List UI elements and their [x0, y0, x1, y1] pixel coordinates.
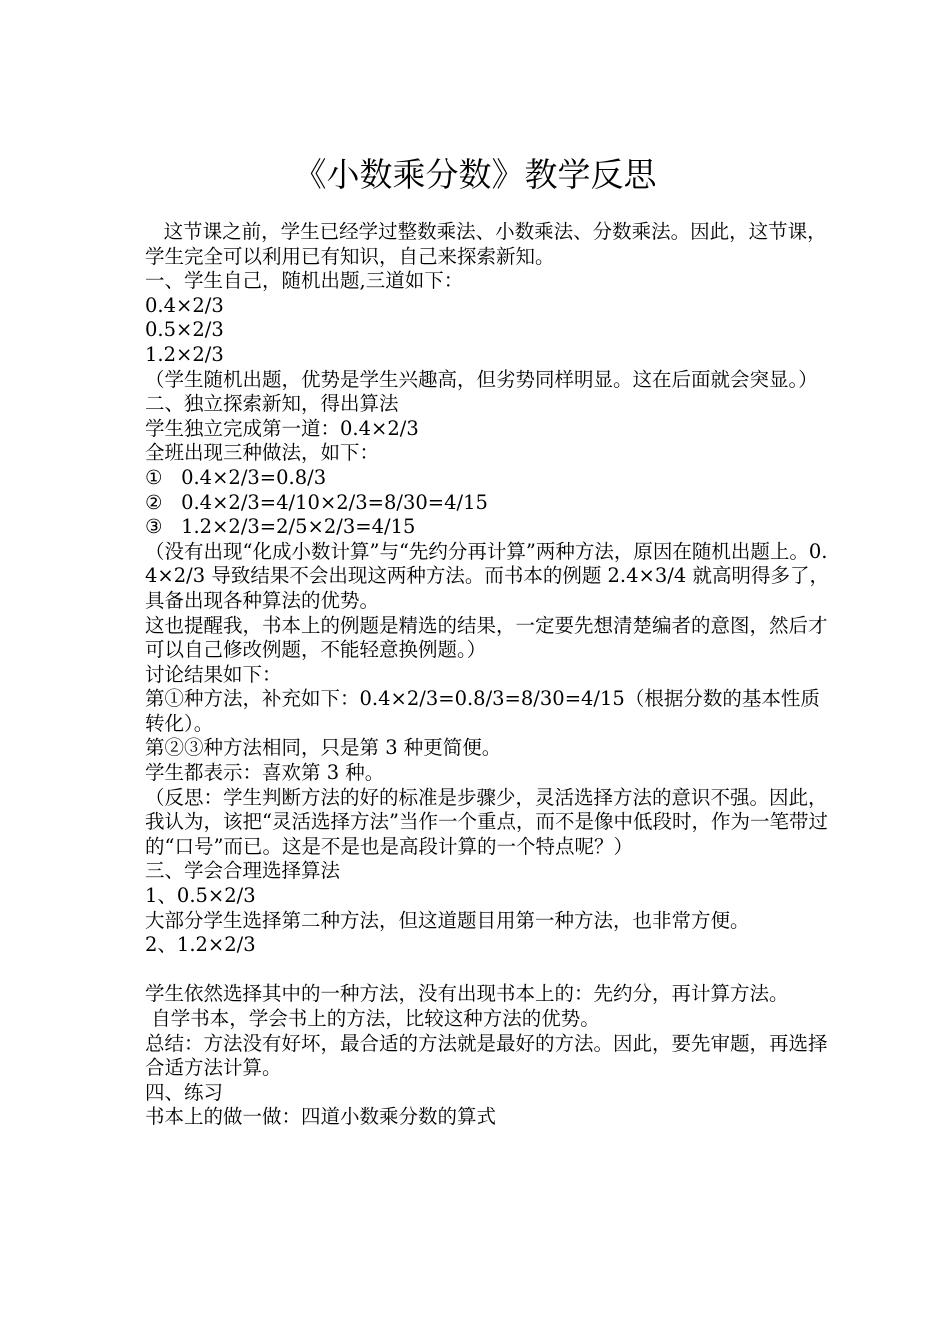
text-line: 学生都表示：喜欢第 3 种。: [145, 761, 385, 785]
text-paragraph: 第①种方法，补充如下：0.4×2/3=0.8/3=8/30=4/15（根据分数的基本性质转化）。: [145, 687, 820, 735]
section-heading-2: 二、独立探索新知，得出算法: [145, 392, 399, 416]
document-body: [145, 220, 830, 1130]
section-heading-3: 三、学会合理选择算法: [145, 859, 341, 883]
reflection-paragraph: （反思：学生判断方法的好的标准是步骤少，灵活选择方法的意识不强。因此，我认为，该把“灵活选择方法”当作一个重点，而不是像中低段时，作为一笔带过的“口号”而已。这是不是也是高段计算的一个特点呢？）: [145, 785, 828, 858]
summary-paragraph: 总结：方法没有好坏，最合适的方法就是最好的方法。因此，要先审题，再选择合适方法计算。: [145, 1031, 828, 1080]
text-paragraph: 学生依然选择其中的一种方法，没有出现书本上的：先约分，再计算方法。: [145, 982, 789, 1006]
blank-line: [145, 958, 830, 983]
method-line: ③ 1.2×2/3=2/5×2/3=4/15: [145, 515, 416, 539]
method-line: ① 0.4×2/3=0.8/3: [145, 465, 327, 489]
text-line: 学生独立完成第一道：0.4×2/3: [145, 416, 419, 440]
text-line: 第②③种方法相同，只是第 3 种更简便。: [145, 736, 502, 760]
expression-line: 1、0.5×2/3: [145, 884, 256, 908]
method-line: ② 0.4×2/3=4/10×2/3=8/30=4/15: [145, 490, 488, 514]
text-line: 书本上的做一做：四道小数乘分数的算式: [145, 1105, 497, 1129]
expression-line: 0.4×2/3: [145, 293, 224, 317]
section-heading-1: 一、学生自己，随机出题,三道如下：: [145, 269, 464, 293]
document-title: 《小数乘分数》教学反思: [293, 155, 657, 194]
section-heading-4: 四、练习: [145, 1080, 224, 1104]
expression-line: 1.2×2/3: [145, 342, 224, 366]
expression-line: 0.5×2/3: [145, 318, 224, 342]
text-line: 讨论结果如下：: [145, 662, 282, 686]
text-line: 大部分学生选择第二种方法，但这道题目用第一种方法，也非常方便。: [145, 908, 750, 932]
expression-line: 2、1.2×2/3: [145, 933, 256, 957]
note-paragraph: （学生随机出题，优势是学生兴趣高，但劣势同样明显。这在后面就会突显。）: [145, 367, 818, 391]
intro-paragraph: 这节课之前，学生已经学过整数乘法、小数乘法、分数乘法。因此，这节课，学生完全可以利用已有知识，自己来探索新知。: [145, 220, 827, 268]
text-line: 自学书本，学会书上的方法，比较这种方法的优势。: [145, 1007, 600, 1030]
text-line: 全班出现三种做法，如下：: [145, 441, 380, 465]
note-paragraph: 这也提醒我，书本上的例题是精选的结果，一定要先想清楚编者的意图，然后才可以自己修改例题，不能轻意换例题。）: [145, 613, 828, 662]
note-paragraph: （没有出现“化成小数计算”与“先约分再计算”两种方法，原因在随机出题上。0.4×2/3 导致结果不会出现这两种方法。而书本的例题 2.4×3/4 就高明得多了，具备出现各种算法的优势。: [145, 539, 829, 612]
